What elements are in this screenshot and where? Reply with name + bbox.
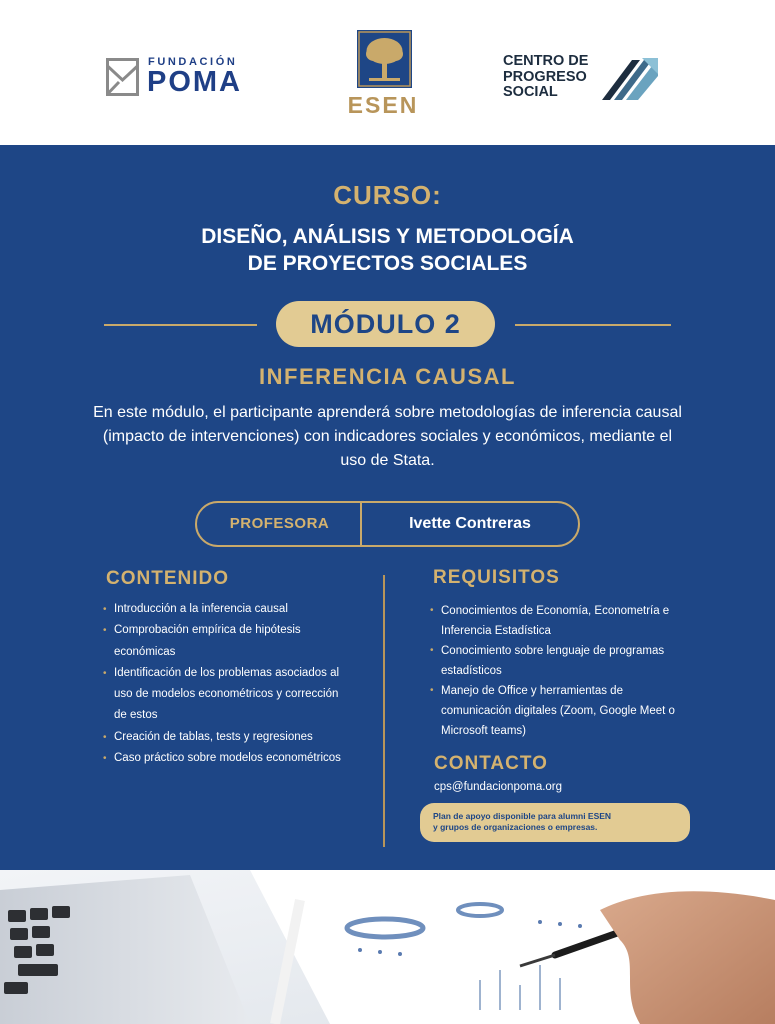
support-plan-badge [420,803,690,842]
column-divider [383,575,385,847]
list-item [430,641,680,681]
list-item-text: Conocimiento sobre lenguaje de programas estadísticos [441,645,665,677]
centro-progreso-social-logo [500,54,660,102]
list-item [103,620,353,663]
divider-right [515,324,671,326]
fundacion-poma-logo [106,56,258,100]
list-item-text: Caso práctico sobre modelos econométricos [114,752,341,765]
list-item [103,663,353,727]
divider-left [104,324,257,326]
module-topic: INFERENCIA CAUSAL [259,364,516,389]
list-item-text: Creación de tablas, tests y regresiones [114,730,313,743]
list-item [430,681,680,741]
list-item-text: Conocimientos de Economía, Econometría e Inferencia Estadística [441,605,670,637]
content-heading: CONTENIDO [106,568,229,589]
esen-logo-text: ESEN [347,92,419,118]
professor-label: PROFESORA [229,515,330,532]
list-item [103,599,353,620]
list-item-text: Introducción a la inferencia causal [114,603,288,615]
requirements-heading: REQUISITOS [433,567,560,588]
tree-crest-icon [357,30,412,88]
contact-heading: CONTACTO [434,753,548,774]
poma-logo-text: POMA [147,66,242,98]
list-item-text: Identificación de los problemas asociados al uso de modelos econométricos y corrección de estos [114,666,340,722]
list-item [103,727,353,748]
support-line-1: Plan de apoyo disponible para alumni ESEN [433,811,612,821]
list-item [103,748,353,769]
course-title-line-1: DISEÑO, ANÁLISIS Y METODOLOGÍA [201,225,574,248]
list-item [430,601,680,641]
header [0,0,775,145]
content-list [103,599,353,769]
requirements-list [430,601,680,741]
desk-illustration [0,870,775,1024]
esen-logo [342,30,424,120]
cps-logo-text: CENTRO DE PROGRESO SOCIAL [503,53,589,100]
stripes-arrow-icon [602,56,658,100]
desk-photo [0,870,775,1024]
course-title-line-2: DE PROYECTOS SOCIALES [247,252,528,275]
poma-logo-small-text: FUNDACIÓN [148,56,238,68]
module-description: En este módulo, el participante aprenderá sobre metodologías de inferencia causal (impacto de intervenciones) con indicadores sociales y económicos, mediante el uso de Stata. [93,404,682,469]
course-label: CURSO: [333,180,442,210]
list-item-text: Comprobación empírica de hipótesis económicas [114,624,301,658]
envelope-icon [106,58,139,96]
professor-pill [195,501,580,547]
support-line-2: y grupos de organizaciones o empresas. [433,822,598,832]
course-title [0,223,775,277]
professor-name: Ivette Contreras [409,515,531,532]
module-badge: MÓDULO 2 [276,301,495,347]
contact-email[interactable]: cps@fundacionpoma.org [434,781,563,793]
list-item-text: Manejo de Office y herramientas de comunicación digitales (Zoom, Google Meet o Microsoft teams) [441,685,675,737]
